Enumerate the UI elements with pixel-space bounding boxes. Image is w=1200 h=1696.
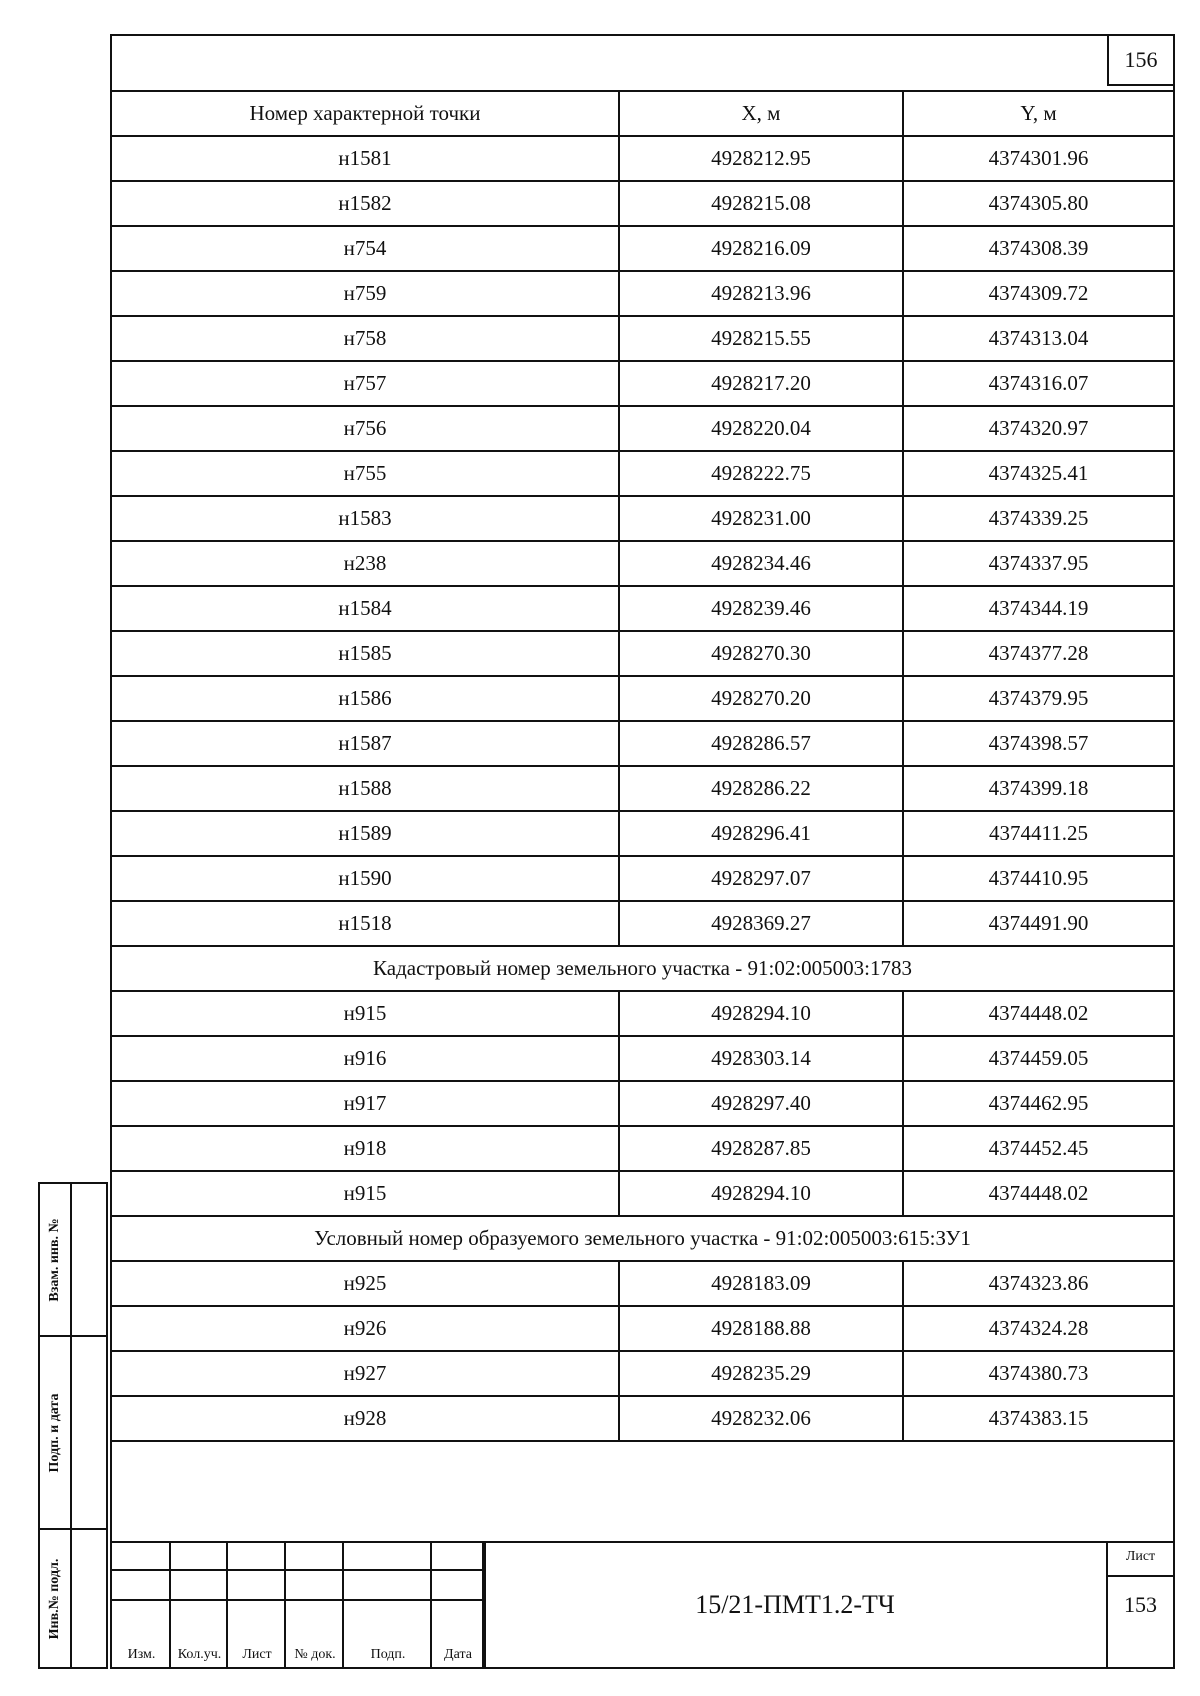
table-row: н926 4928188.88 4374324.28 xyxy=(112,1306,1173,1351)
label-list: Лист xyxy=(242,1647,272,1662)
page-number: 156 xyxy=(1107,36,1173,86)
table-row: н1582 4928215.08 4374305.80 xyxy=(112,181,1173,226)
coordinates-table xyxy=(112,90,1173,1442)
table-row: н915 4928294.10 4374448.02 xyxy=(112,991,1173,1036)
side-box-podp xyxy=(38,1335,108,1530)
header-point: Номер характерной точки xyxy=(112,91,619,136)
label-doc-no: № док. xyxy=(294,1647,336,1662)
label-podp: Подп. xyxy=(370,1647,406,1662)
table-row: н1584 4928239.46 4374344.19 xyxy=(112,586,1173,631)
table-row: н1586 4928270.20 4374379.95 xyxy=(112,676,1173,721)
revision-grid xyxy=(112,1543,484,1667)
header-y: Y, м xyxy=(903,91,1173,136)
table-row: н757 4928217.20 4374316.07 xyxy=(112,361,1173,406)
table-header xyxy=(112,91,1173,136)
label-data: Дата xyxy=(444,1647,472,1662)
side-box-inv xyxy=(38,1528,108,1669)
table-row: н754 4928216.09 4374308.39 xyxy=(112,226,1173,271)
side-box-vzam xyxy=(38,1182,108,1337)
table-row: н915 4928294.10 4374448.02 xyxy=(112,1171,1173,1216)
sheet-box xyxy=(1106,1543,1173,1667)
table-row: н917 4928297.40 4374462.95 xyxy=(112,1081,1173,1126)
table-row: н1587 4928286.57 4374398.57 xyxy=(112,721,1173,766)
table-row: н1589 4928296.41 4374411.25 xyxy=(112,811,1173,856)
label-izm: Изм. xyxy=(127,1647,156,1662)
table-row: н1583 4928231.00 4374339.25 xyxy=(112,496,1173,541)
table-row: н755 4928222.75 4374325.41 xyxy=(112,451,1173,496)
page-frame xyxy=(110,34,1175,1669)
side-label-vzam: Взам. инв. № xyxy=(47,1217,62,1302)
title-block xyxy=(112,1541,1173,1667)
sheet-number: 153 xyxy=(1108,1575,1173,1667)
label-kol-uch: Кол.уч. xyxy=(177,1647,222,1662)
table-row: н1585 4928270.30 4374377.28 xyxy=(112,631,1173,676)
side-label-podp: Подп. и дата xyxy=(47,1393,62,1472)
table-row: н759 4928213.96 4374309.72 xyxy=(112,271,1173,316)
sheet-label: Лист xyxy=(1125,1549,1156,1564)
table-row: н927 4928235.29 4374380.73 xyxy=(112,1351,1173,1396)
table-row: н1518 4928369.27 4374491.90 xyxy=(112,901,1173,946)
table-row: н1588 4928286.22 4374399.18 xyxy=(112,766,1173,811)
table-row: н758 4928215.55 4374313.04 xyxy=(112,316,1173,361)
table-row: н916 4928303.14 4374459.05 xyxy=(112,1036,1173,1081)
table-row: н1590 4928297.07 4374410.95 xyxy=(112,856,1173,901)
table-row: н928 4928232.06 4374383.15 xyxy=(112,1396,1173,1441)
section-row: Кадастровый номер земельного участка - 91:02:005003:1783 xyxy=(112,946,1173,991)
section-row: Условный номер образуемого земельного участка - 91:02:005003:615:ЗУ1 xyxy=(112,1216,1173,1261)
table-row: н918 4928287.85 4374452.45 xyxy=(112,1126,1173,1171)
table-row: н1581 4928212.95 4374301.96 xyxy=(112,136,1173,181)
document-code: 15/21-ПМТ1.2-ТЧ xyxy=(484,1543,1104,1667)
side-label-inv: Инв.№ подл. xyxy=(47,1558,62,1639)
header-x: X, м xyxy=(619,91,903,136)
table-row: н925 4928183.09 4374323.86 xyxy=(112,1261,1173,1306)
table-row: н238 4928234.46 4374337.95 xyxy=(112,541,1173,586)
table-row: н756 4928220.04 4374320.97 xyxy=(112,406,1173,451)
